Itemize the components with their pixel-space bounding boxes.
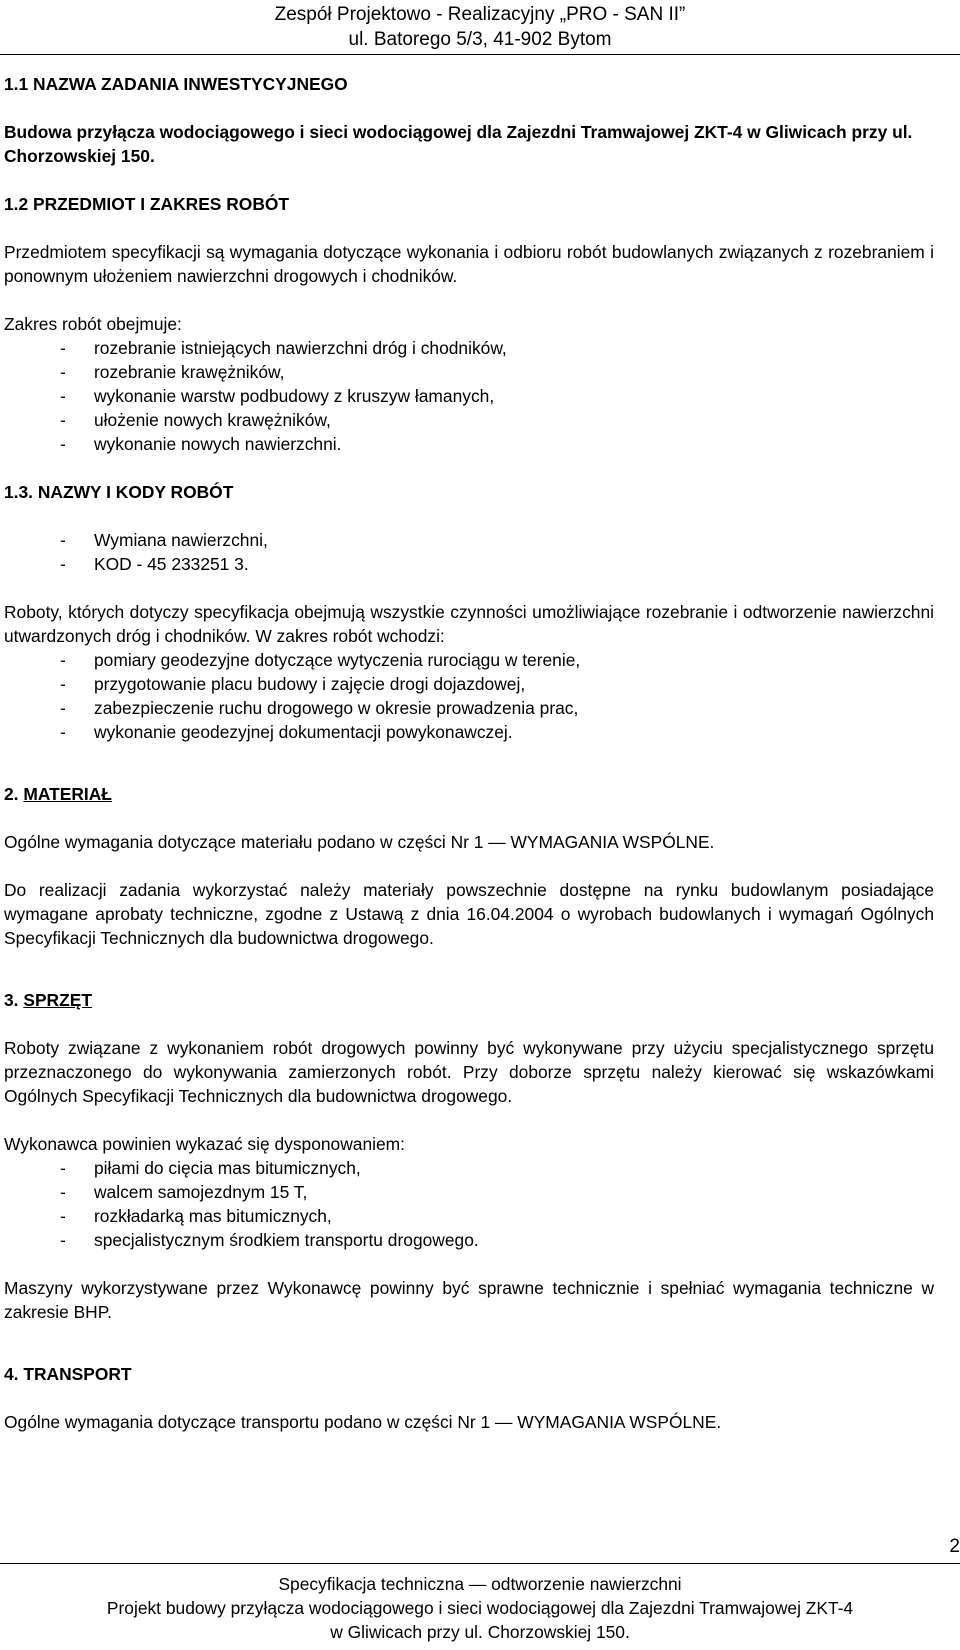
page-footer: [0, 1572, 960, 1644]
footer-title: Specyfikacja techniczna — odtworzenie nawierzchni: [278, 1574, 682, 1594]
scope-intro: Zakres robót obejmuje:: [4, 314, 182, 334]
section-1-3-title: 1.3. NAZWY I KODY ROBÓT: [4, 482, 234, 502]
equipment-paragraph-1: Roboty związane z wykonaniem robót drogowych powinny być wykonywane przy użyciu specjalistycznego sprzętu przeznaczonego do wykonywania zamierzonych robót. Przy doborze sprzętu należy kierować się wskazówkami Ogólnych Specyfikacji Technicznych dla budownictwa drogowego.: [4, 1038, 934, 1106]
material-paragraph-1: Ogólne wymagania dotyczące materiału podano w części Nr 1 — WYMAGANIA WSPÓLNE.: [4, 832, 715, 852]
equipment-intro: Wykonawca powinien wykazać się dysponowaniem:: [4, 1134, 405, 1154]
footer-project: Projekt budowy przyłącza wodociągowego i sieci wodociągowej dla Zajezdni Tramwajowej ZKT-4: [106, 1598, 854, 1618]
section-1-1: [4, 72, 934, 168]
equipment-paragraph-2: Maszyny wykorzystywane przez Wykonawcę powinny być sprawne technicznie i spełniać wymagania techniczne w zakresie BHP.: [4, 1278, 934, 1322]
list-item: - ułożenie nowych krawężników,: [4, 408, 934, 432]
header-rule: [0, 54, 960, 55]
section-2-title-text: MATERIAŁ: [23, 784, 112, 804]
list-item: - piłami do cięcia mas bitumicznych,: [4, 1156, 934, 1180]
list-item: - przygotowanie placu budowy i zajęcie drogi dojazdowej,: [4, 672, 934, 696]
section-1-3: [4, 480, 934, 744]
section-2-title: [4, 782, 934, 806]
list-item: - pomiary geodezyjne dotyczące wytyczenia rurociągu w terenie,: [4, 648, 934, 672]
document-body: [4, 72, 934, 1434]
section-2: [4, 782, 934, 950]
list-item: - rozebranie istniejących nawierzchni dróg i chodników,: [4, 336, 934, 360]
header-company: Zespół Projektowo - Realizacyjny „PRO - SAN II”: [274, 4, 686, 25]
footer-rule: [0, 1563, 960, 1564]
page-number: 2: [949, 1536, 960, 1557]
list-item: - wykonanie warstw podbudowy z kruszyw łamanych,: [4, 384, 934, 408]
header-address: ul. Batorego 5/3, 41-902 Bytom: [348, 29, 612, 50]
footer-location: w Gliwicach przy ul. Chorzowskiej 150.: [330, 1622, 630, 1642]
section-3-title: [4, 988, 934, 1012]
works-list: [4, 648, 934, 744]
section-4: [4, 1362, 934, 1434]
codes-list: [4, 528, 934, 576]
page-header: [0, 2, 960, 52]
section-1-1-title: 1.1 NAZWA ZADANIA INWESTYCYJNEGO: [4, 74, 348, 94]
section-1-2-title: 1.2 PRZEDMIOT I ZAKRES ROBÓT: [4, 194, 290, 214]
list-item: - wykonanie geodezyjnej dokumentacji powykonawczej.: [4, 720, 934, 744]
equipment-list: [4, 1156, 934, 1252]
scope-list: [4, 336, 934, 456]
list-item: - rozkładarką mas bitumicznych,: [4, 1204, 934, 1228]
section-3: [4, 988, 934, 1324]
subject-paragraph: Przedmiotem specyfikacji są wymagania dotyczące wykonania i odbioru robót budowlanych związanych z rozebraniem i ponownym ułożeniem nawierzchni drogowych i chodników.: [4, 242, 934, 286]
list-item: - wykonanie nowych nawierzchni.: [4, 432, 934, 456]
list-item: - KOD - 45 233251 3.: [4, 552, 934, 576]
list-item: - walcem samojezdnym 15 T,: [4, 1180, 934, 1204]
investment-name: Budowa przyłącza wodociągowego i sieci wodociągowej dla Zajezdni Tramwajowej ZKT-4 w Gliwicach przy ul. Chorzowskiej 150.: [4, 122, 913, 166]
section-3-number: 3.: [4, 990, 24, 1010]
section-2-number: 2.: [4, 784, 24, 804]
transport-paragraph: Ogólne wymagania dotyczące transportu podano w części Nr 1 — WYMAGANIA WSPÓLNE.: [4, 1412, 722, 1432]
list-item: - rozebranie krawężników,: [4, 360, 934, 384]
works-paragraph: Roboty, których dotyczy specyfikacja obejmują wszystkie czynności umożliwiające rozebranie i odtworzenie nawierzchni utwardzonych dróg i chodników. W zakres robót wchodzi:: [4, 602, 934, 646]
section-1-2: [4, 192, 934, 456]
section-4-title: 4. TRANSPORT: [4, 1364, 132, 1384]
list-item: - specjalistycznym środkiem transportu drogowego.: [4, 1228, 934, 1252]
material-paragraph-2: Do realizacji zadania wykorzystać należy materiały powszechnie dostępne na rynku budowlanym posiadające wymagane aprobaty techniczne, zgodne z Ustawą z dnia 16.04.2004 o wyrobach budowlanych i wymagań Ogólnych Specyfikacji Technicznych dla budownictwa drogowego.: [4, 880, 934, 948]
section-3-title-text: SPRZĘT: [23, 990, 92, 1010]
list-item: - Wymiana nawierzchni,: [4, 528, 934, 552]
list-item: - zabezpieczenie ruchu drogowego w okresie prowadzenia prac,: [4, 696, 934, 720]
